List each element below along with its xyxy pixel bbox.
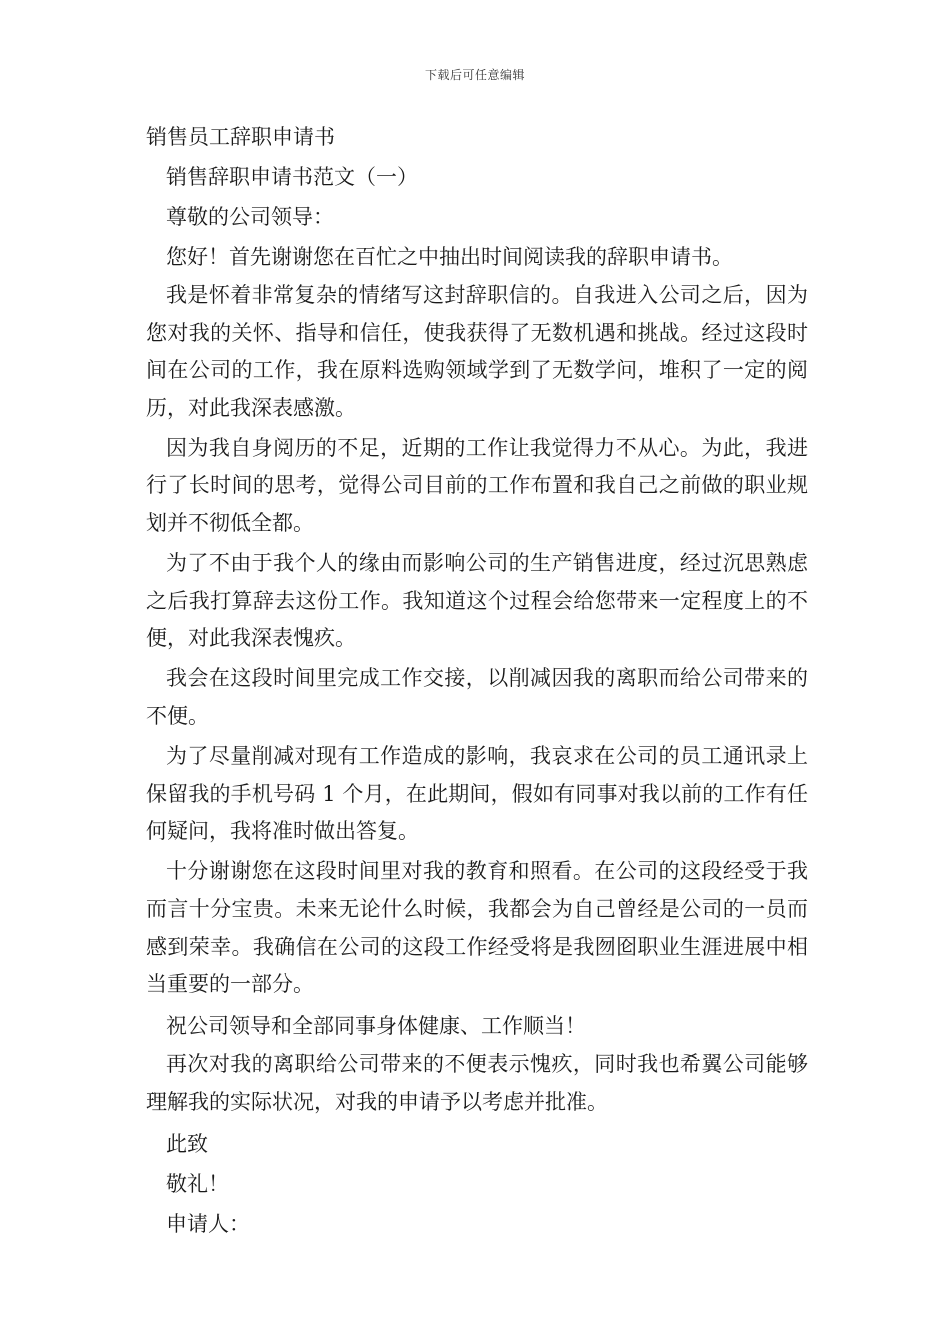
wishes-line: 祝公司领导和全部同事身体健康、工作顺当！ [166,1014,586,1039]
salutation: 尊敬的公司领导： [166,205,334,229]
greeting: 您好！首先谢谢您在百忙之中抽出时间阅读我的辞职申请书。 [166,245,733,269]
closing-paragraph: 再次对我的离职给公司带来的不便表示愧疚，同时我也希翼公司能够理解我的实际状况，对我的申请予以考虑并批准。 [146,1052,808,1114]
paragraph: 我是怀着非常复杂的情绪写这封辞职信的。自我进入公司之后，因为您对我的关怀、指导和信任，使我获得了无数机遇和挑战。经过这段时间在公司的工作，我在原料选购领域学到了无数学问，堆积了一定的阅历，对此我深表感激。 [146,283,808,420]
closing-line-1: 此致 [166,1131,208,1156]
closing-line-2: 敬礼！ [166,1171,229,1196]
header-note: 下载后可任意编辑 [424,68,525,82]
paragraph: 十分谢谢您在这段时间里对我的教育和照看。在公司的这段经受于我而言十分宝贵。未来无论什么时候，我都会为自己曾经是公司的一员而感到荣幸。我确信在公司的这段工作经受将是我囫囵职业生涯进展中相当重要的一部分。 [146,859,808,997]
document-subtitle: 销售辞职申请书范文（一） [166,165,418,189]
document-title: 销售员工辞职申请书 [146,125,335,149]
paragraph: 因为我自身阅历的不足，近期的工作让我觉得力不从心。为此，我进行了长时间的思考，觉得公司目前的工作布置和我自己之前做的职业规划并不彻低全都。 [146,435,808,536]
paragraph: 为了不由于我个人的缘由而影响公司的生产销售进度，经过沉思熟虑之后我打算辞去这份工作。我知道这个过程会给您带来一定程度上的不便，对此我深表愧疚。 [146,551,808,651]
paragraph: 为了尽量削减对现有工作造成的影响，我哀求在公司的员工通讯录上保留我的手机号码 1 个月，在此期间，假如有同事对我以前的工作有任何疑问，我将准时做出答复。 [146,744,808,844]
document-body [146,117,808,1244]
applicant-label: 申请人： [166,1211,250,1236]
paragraph: 我会在这段时间里完成工作交接，以削减因我的离职而给公司带来的不便。 [146,666,808,729]
